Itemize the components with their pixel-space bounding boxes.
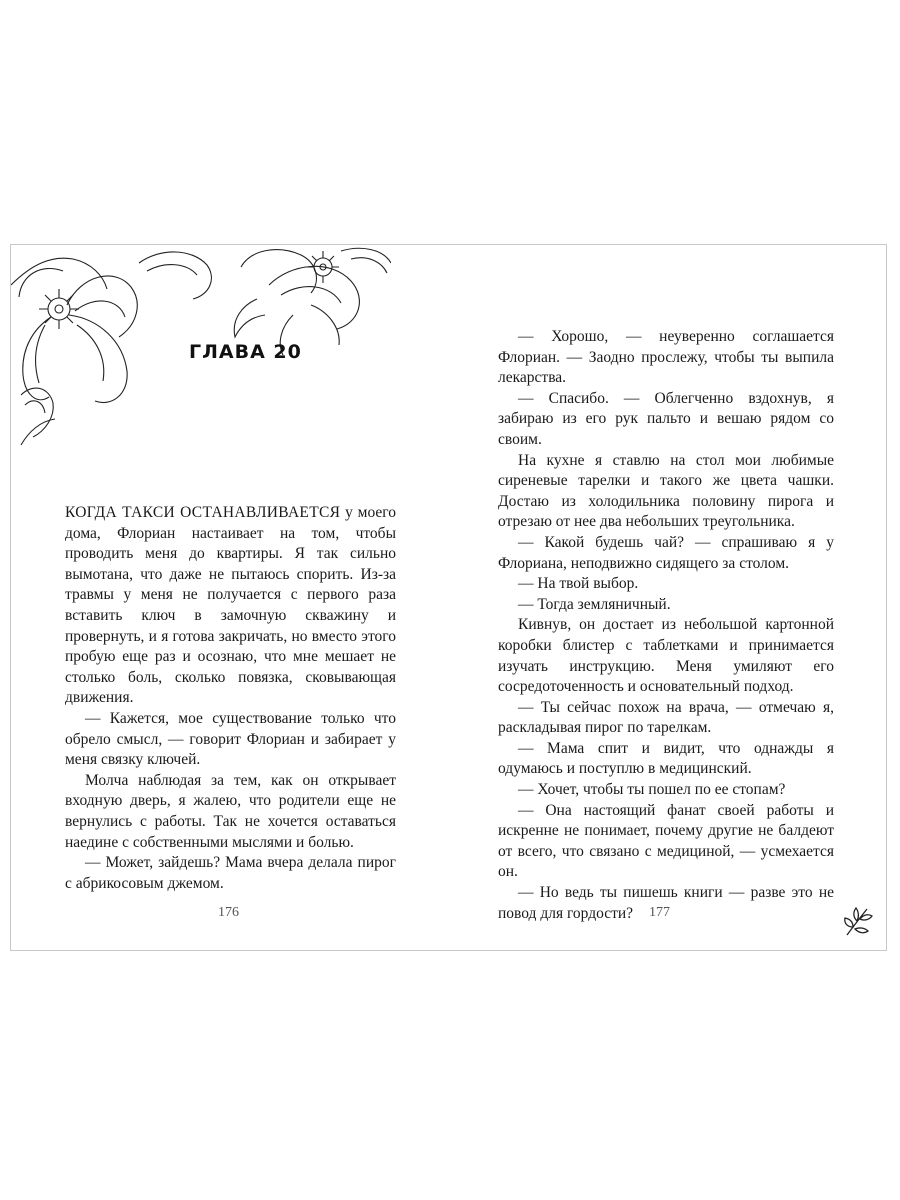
opening-paragraph bbox=[65, 503, 396, 709]
right-page-text bbox=[498, 327, 834, 924]
paragraph: На кухне я ставлю на стол мои любимые сиреневые тарелки и такого же цвета чашки. Достаю из холодильника половину пирога и отрезаю от нее два небольших треугольника. bbox=[498, 451, 834, 531]
paragraph: Кивнув, он достает из небольшой картонной коробки блистер с таблетками и принимается изучать инструкцию. Меня умиляют его сосредоточенность и основательный подход. bbox=[498, 616, 834, 696]
lead-in-text: КОГДА ТАКСИ ОСТАНАВЛИВАЕТСЯ bbox=[65, 504, 341, 521]
page-number-left: 176 bbox=[218, 905, 239, 920]
paragraph: — Может, зайдешь? Мама вчера делала пирог с абрикосовым джемом. bbox=[65, 854, 396, 892]
paragraph: — Ты сейчас похож на врача, — отмечаю я, раскладывая пирог по тарелкам. bbox=[498, 698, 834, 737]
opening-paragraph-text: у моего дома, Флориан настаивает на том, чтобы проводить меня до квартиры. Я так сильно вымотана, что даже не пытаюсь спорить. Из-за травмы у меня не получается с первого раза вставить ключ в замочную скважину и провернуть, и я готова закричать, но вместо этого пробую еще раз и осознаю, что мне мешает не столько боль, сколько повязка, сковывающая движения. bbox=[65, 504, 396, 707]
paragraph: — Спасибо. — Облегченно вздохнув, я забираю из его рук пальто и вешаю рядом со своим. bbox=[498, 389, 834, 448]
left-page-text bbox=[65, 503, 396, 894]
paragraph: — Кажется, мое существование только что обрело смысл, — говорит Флориан и забирает у меня связку ключей. bbox=[65, 709, 396, 769]
paragraph: — Она настоящий фанат своей работы и искренне не понимает, почему другие не балдеют от всего, что связано с медициной, — усмехается он. bbox=[498, 801, 834, 881]
paragraph: — Тогда земляничный. bbox=[518, 595, 671, 613]
paragraph: — Хочет, чтобы ты пошел по ее стопам? bbox=[518, 781, 786, 799]
book-spread bbox=[10, 244, 887, 951]
chapter-title: ГЛАВА 20 bbox=[189, 341, 302, 363]
paragraph: — На твой выбор. bbox=[518, 575, 639, 593]
paragraph: — Мама спит и видит, что однажды я одумаюсь и поступлю в медицинский. bbox=[498, 739, 834, 778]
paragraph: — Но ведь ты пишешь книги — разве это не повод для гордости? bbox=[498, 884, 834, 922]
paragraph: — Какой будешь чай? — спрашиваю я у Флориана, неподвижно сидящего за столом. bbox=[498, 533, 834, 572]
leaf-sprig-icon bbox=[841, 905, 875, 939]
paragraph: Молча наблюдая за тем, как он открывает входную дверь, я жалею, что родители еще не вернулись с работы. Так не хочется оставаться наедине с собственными мыслями и болью. bbox=[65, 771, 396, 851]
paragraph: — Хорошо, — неуверенно соглашается Флориан. — Заодно прослежу, чтобы ты выпила лекарства. bbox=[498, 328, 834, 387]
page-number-right: 177 bbox=[649, 905, 670, 920]
